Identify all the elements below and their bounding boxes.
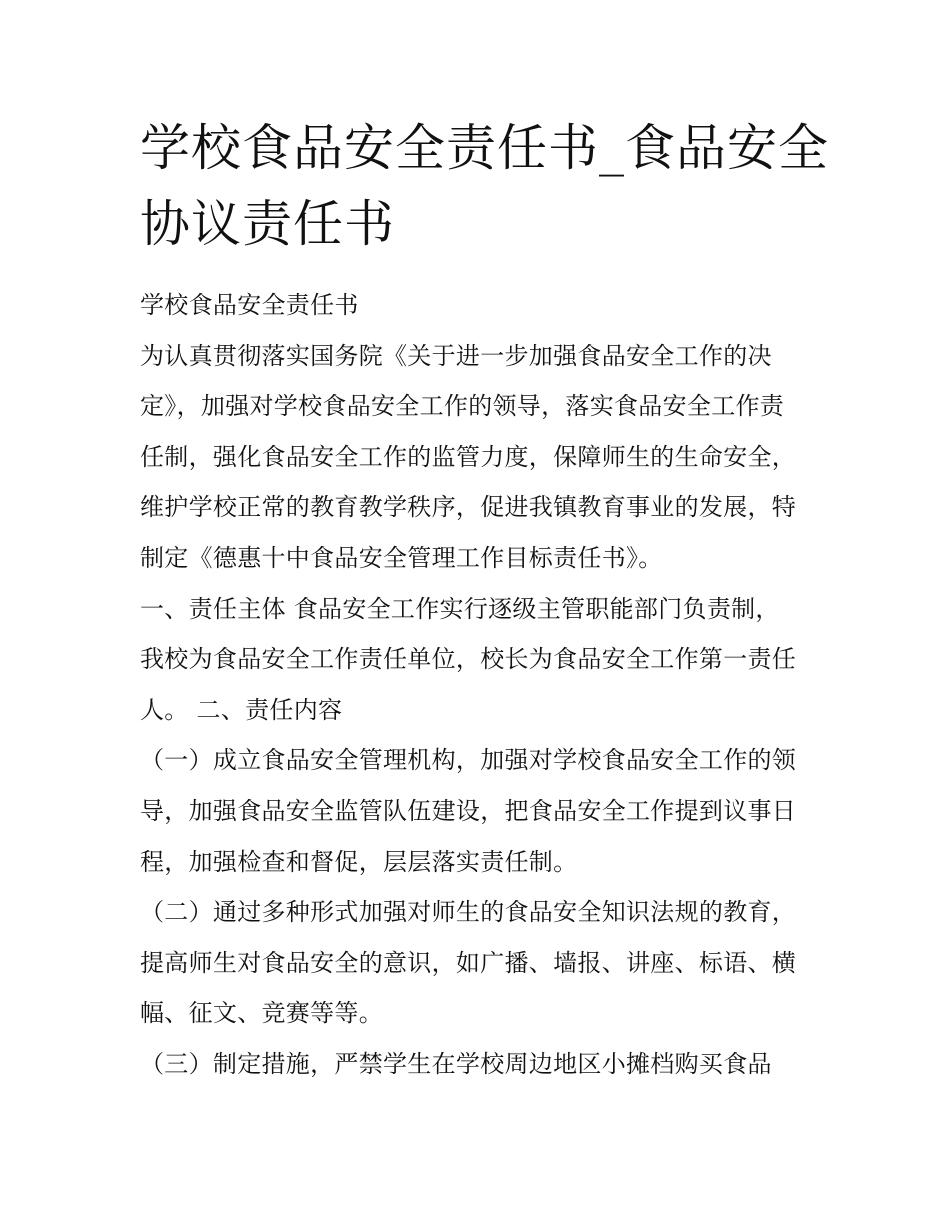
body-line: 幅、征文、竞赛等等。 <box>140 999 383 1028</box>
body-line: 导，加强食品安全监管队伍建设，把食品安全工作提到议事日 <box>140 796 797 825</box>
document-title: 学校食品安全责任书_食品安全协议责任书 <box>140 119 829 253</box>
body-line: 制定《德惠十中食品安全管理工作目标责任书》。 <box>140 543 663 572</box>
body-line: 为认真贯彻落实国务院《关于进一步加强食品安全工作的决 <box>140 341 772 370</box>
body-line: 一、责任主体 食品安全工作实行逐级主管职能部门负责制， <box>140 594 780 623</box>
body-line: 提高师生对食品安全的意识，如广播、墙报、讲座、标语、横 <box>140 948 797 977</box>
body-line: 程，加强检查和督促，层层落实责任制。 <box>140 847 578 876</box>
body-line: 我校为食品安全工作责任单位，校长为食品安全工作第一责任 <box>140 645 797 674</box>
body-line: 人。 二、责任内容 <box>140 695 343 724</box>
body-line: （三）制定措施，严禁学生在学校周边地区小摊档购买食品 <box>140 1049 772 1078</box>
body-line: 学校食品安全责任书 <box>140 291 359 319</box>
body-line: 定》，加强对学校食品安全工作的领导，落实食品安全工作责 <box>140 392 785 421</box>
body-line: （一）成立食品安全管理机构，加强对学校食品安全工作的领 <box>140 746 797 775</box>
body-line: 维护学校正常的教育教学秩序，促进我镇教育事业的发展，特 <box>140 493 797 522</box>
body-line: 任制，强化食品安全工作的监管力度，保障师生的生命安全， <box>140 442 797 471</box>
body-line: （二）通过多种形式加强对师生的食品安全知识法规的教育， <box>140 898 797 927</box>
document-body <box>140 280 830 1090</box>
